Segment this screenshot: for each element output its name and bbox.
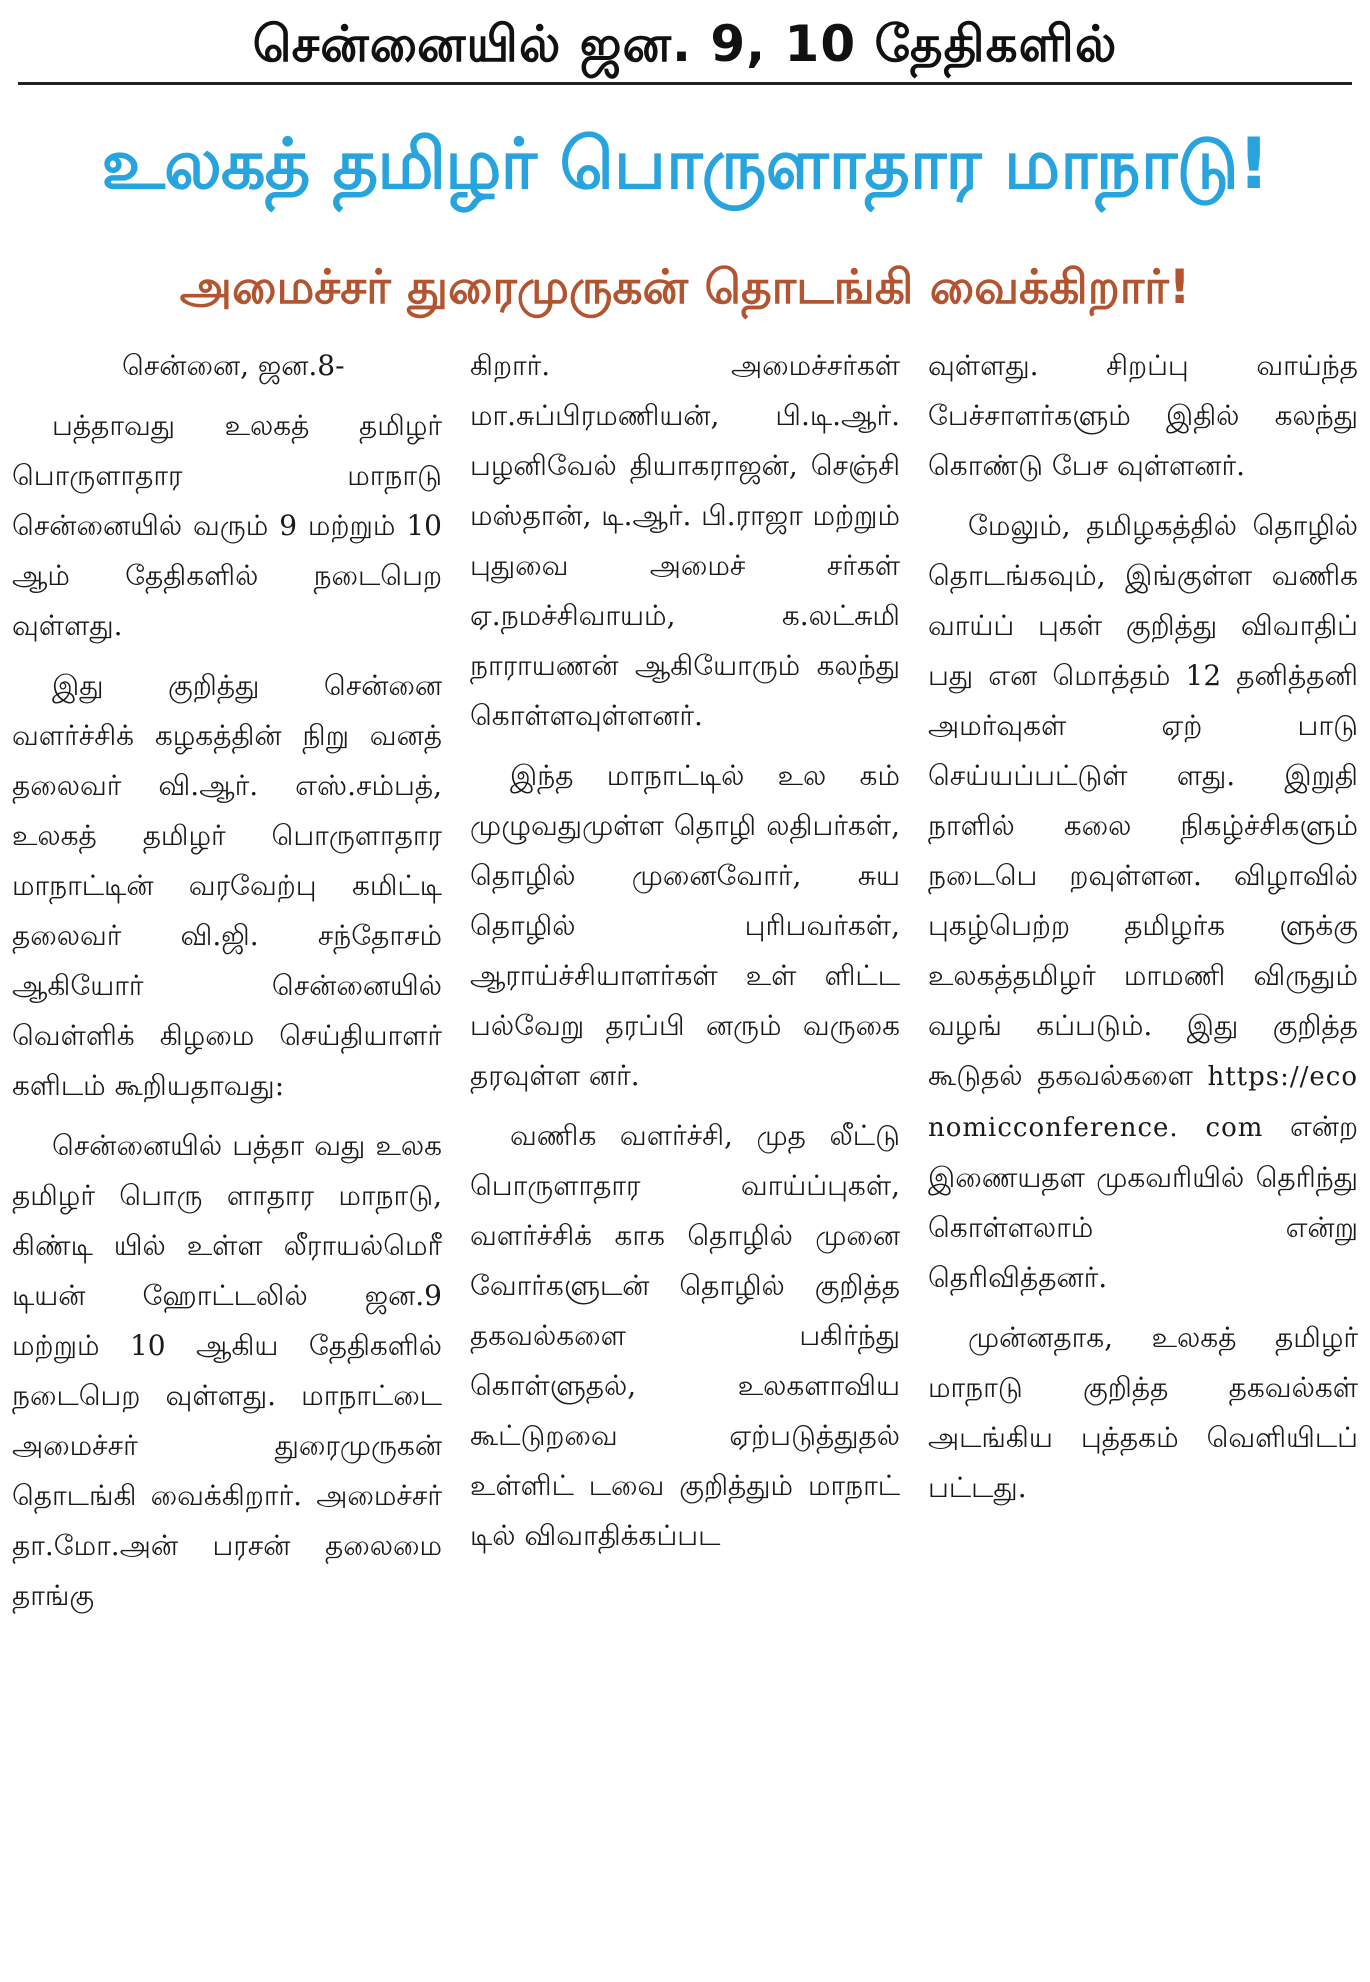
paragraph — [928, 501, 1358, 1303]
paragraph-text: என்ற இணையதள முகவரியில் தெரிந்து கொள்ளலாம் என்று தெரிவித்தனர். — [928, 1110, 1358, 1294]
headline: உலகத் தமிழர் பொருளாதார மாநாடு! — [101, 123, 1269, 205]
subheadline: அமைச்சர் துரைமுருகன் தொடங்கி வைக்கிறார்! — [179, 260, 1191, 315]
column-2 — [470, 341, 900, 1631]
paragraph: கிறார். அமைச்சர்கள் மா.சுப்பிரமணியன், பி.டி.ஆர். பழனிவேல் தியாகராஜன், செஞ்சி மஸ்தான், டி.ஆர். பி.ராஜா மற்றும் புதுவை அமைச் சர்கள் ஏ.நமச்சிவாயம், க.லட்சுமி நாராயணன் ஆகியோரும் கலந்து கொள்ளவுள்ளனர். — [470, 349, 900, 732]
paragraph: முன்னதாக, உலகத் தமிழர் மாநாடு குறித்த தகவல்கள் அடங்கிய புத்தகம் வெளியிடப் பட்டது. — [928, 1321, 1358, 1504]
article-body — [8, 341, 1362, 1631]
column-1 — [12, 341, 442, 1631]
column-3 — [928, 341, 1358, 1631]
paragraph: வுள்ளது. சிறப்பு வாய்ந்த பேச்சாளர்களும் இதில் கலந்து கொண்டு பேச வுள்ளனர். — [928, 349, 1358, 482]
paragraph-text: மேலும், தமிழகத்தில் தொழில் தொடங்கவும், இங்குள்ள வணிக வாய்ப் புகள் குறித்து விவாதிப் பது என மொத்தம் 12 தனித்தனி அமர்வுகள் ஏற் பாடு செய்யப்பட்டுள் ளது. இறுதி நாளில் கலை நிகழ்ச்சிகளும் நடைபெ றவுள்ளன. விழாவில் புகழ்பெற்ற தமிழர்க ளுக்கு உலகத்தமிழர் மாமணி விருதும் வழங் கப்படும். இது குறித்த கூடுதல் தகவல்களை — [928, 509, 1358, 1092]
paragraph: இந்த மாநாட்டில் உல கம் முழுவதுமுள்ள தொழி லதிபர்கள், தொழில் முனைவோர், சுய தொழில் புரிபவர்கள், ஆராய்ச்சியாளர்கள் உள் ளிட்ட பல்வேறு தரப்பி னரும் வருகை தரவுள்ள னர். — [470, 759, 900, 1092]
dateline: சென்னை, ஜன.8- — [122, 349, 345, 382]
paragraph: சென்னையில் பத்தா வது உலக தமிழர் பொரு ளாதார மாநாடு, கிண்டி யில் உள்ள லீராயல்மெரீ டியன் ஹோட்டலில் ஜன.9 மற்றும் 10 ஆகிய தேதிகளில் நடைபெற வுள்ளது. மாநாட்டை அமைச்சர் துரைமுருகன் தொடங்கி வைக்கிறார். அமைச்சர் தா.மோ.அன் பரசன் தலைமை தாங்கு — [12, 1129, 442, 1612]
paragraph: வணிக வளர்ச்சி, முத லீட்டு பொருளாதார வாய்ப்புகள், வளர்ச்சிக் காக தொழில் முனை வோர்களுடன் தொழில் குறித்த தகவல்களை பகிர்ந்து கொள்ளுதல், உலகளாவிய கூட்டுறவை ஏற்படுத்துதல் உள்ளிட் டவை குறித்தும் மாநாட் டில் விவாதிக்கப்பட — [470, 1119, 900, 1552]
kicker-line: சென்னையில் ஜன. 9, 10 தேதிகளில் — [18, 6, 1352, 85]
paragraph: இது குறித்து சென்னை வளர்ச்சிக் கழகத்தின் நிறு வனத் தலைவர் வி.ஆர். எஸ்.சம்பத், உலகத் தமிழர் பொருளாதார மாநாட்டின் வரவேற்பு கமிட்டி தலைவர் வி.ஜி. சந்தோசம் ஆகியோர் சென்னையில் வெள்ளிக் கிழமை செய்தியாளர் களிடம் கூறியதாவது: — [12, 669, 442, 1102]
paragraph: பத்தாவது உலகத் தமிழர் பொருளாதார மாநாடு சென்னையில் வரும் 9 மற்றும் 10 ஆம் தேதிகளில் நடைபெற வுள்ளது. — [12, 409, 442, 642]
conference-url: https://economicconference. com — [928, 1062, 1358, 1143]
